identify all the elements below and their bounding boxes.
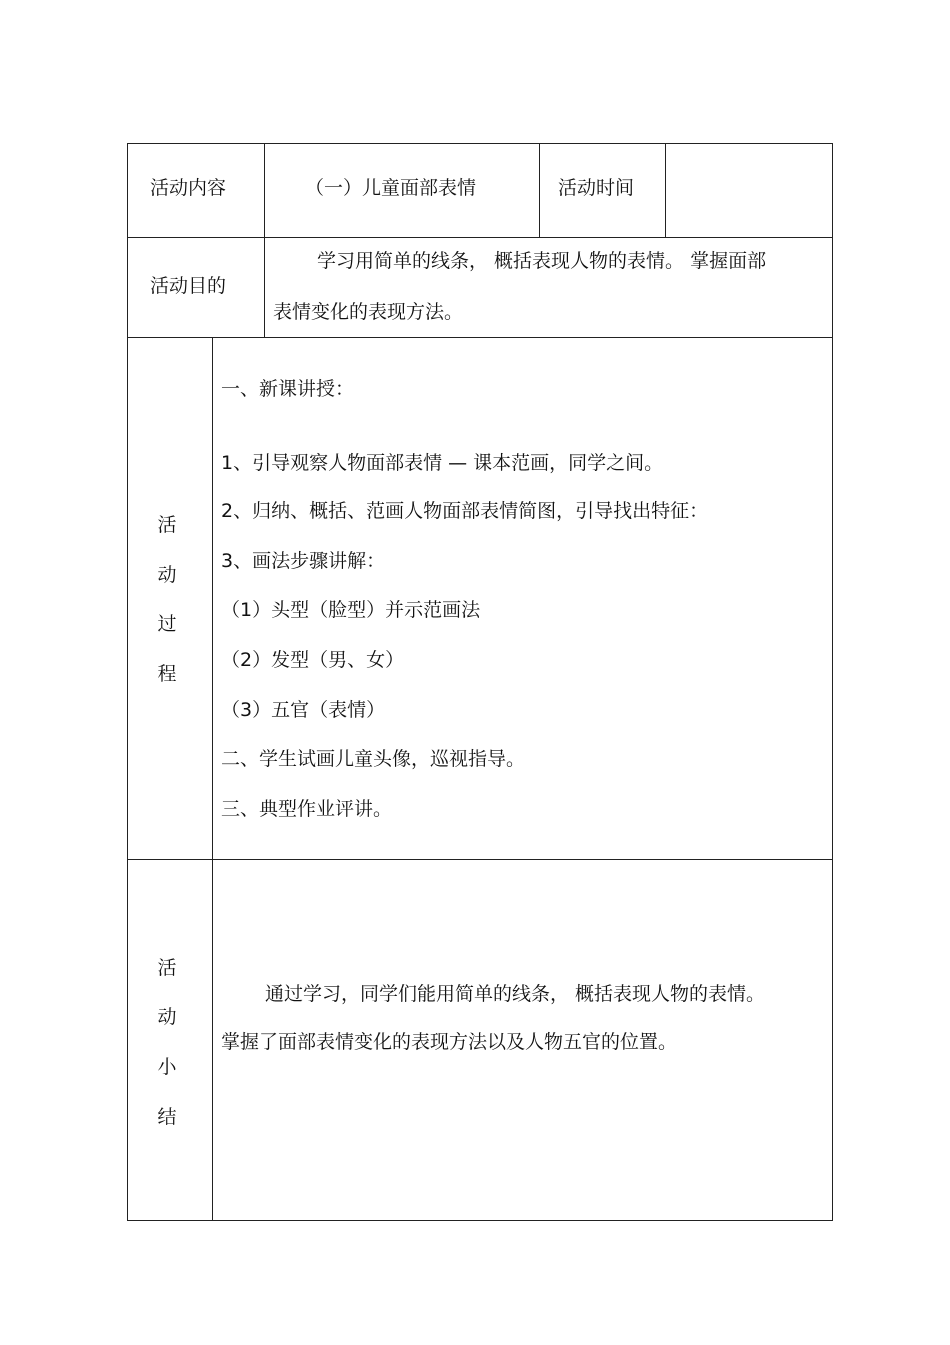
row-divider <box>127 337 833 338</box>
summary-label-char: 动 <box>157 1006 177 1028</box>
col-divider <box>665 143 666 238</box>
process-line: 二、学生试画儿童头像，巡视指导。 <box>221 748 526 770</box>
col-divider <box>264 143 265 338</box>
summary-label-char: 结 <box>157 1106 177 1128</box>
activity-purpose-label: 活动目的 <box>150 275 227 297</box>
activity-purpose-line2: 表情变化的表现方法。 <box>273 301 464 323</box>
process-line: （2）发型（男、女） <box>221 649 405 671</box>
row-divider <box>127 237 833 238</box>
process-label-char: 活 <box>157 514 177 536</box>
col-divider <box>539 143 540 238</box>
process-line: （1）头型（脸型）并示范画法 <box>221 599 481 621</box>
row-divider <box>127 859 833 860</box>
process-line: 2、归纳、概括、范画人物面部表情简图，引导找出特征： <box>221 500 709 522</box>
summary-line1: 通过学习，同学们能用简单的线条， 概括表现人物的表情。 <box>265 983 766 1005</box>
process-label-char: 动 <box>157 564 177 586</box>
activity-time-label: 活动时间 <box>558 177 635 199</box>
process-label-char: 程 <box>157 663 177 685</box>
summary-label-char: 活 <box>157 957 177 979</box>
process-line: 一、新课讲授： <box>221 378 355 400</box>
summary-label-char: 小 <box>157 1056 177 1078</box>
table-border <box>127 143 833 1221</box>
process-line: 3、画法步骤讲解： <box>221 550 386 572</box>
process-line: 三、典型作业评讲。 <box>221 798 393 820</box>
process-line: （3）五官（表情） <box>221 699 386 721</box>
activity-content-value: （一）儿童面部表情 <box>305 177 477 199</box>
col-divider <box>212 337 213 1221</box>
process-line: 1、引导观察人物面部表情 — 课本范画，同学之间。 <box>221 452 664 474</box>
process-label-char: 过 <box>157 613 177 635</box>
activity-purpose-line1: 学习用简单的线条， 概括表现人物的表情。 掌握面部 <box>317 250 767 272</box>
summary-line2: 掌握了面部表情变化的表现方法以及人物五官的位置。 <box>221 1031 678 1053</box>
activity-content-label: 活动内容 <box>150 177 227 199</box>
